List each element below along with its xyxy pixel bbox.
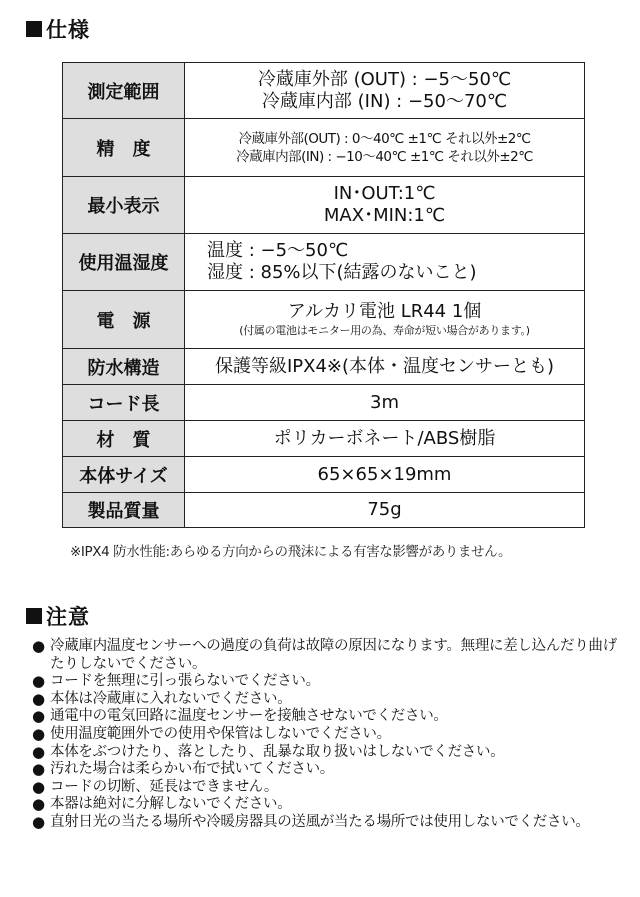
caution-text: コードを無理に引っ張らないでください。 <box>50 673 320 690</box>
caution-item <box>32 673 628 691</box>
bullet-icon: ● <box>32 637 45 655</box>
spec-label: 防水構造 <box>63 349 185 385</box>
spec-value-line: 冷蔵庫内部(IN) : −10〜40℃ ±1℃ それ以外±2℃ <box>236 148 533 165</box>
spec-row <box>63 385 585 421</box>
bullet-icon: ● <box>32 672 45 691</box>
spec-row <box>63 291 585 349</box>
square-bullet-icon <box>26 21 42 37</box>
caution-item <box>32 708 628 726</box>
spec-value-line: 冷蔵庫外部 (OUT) : −5〜50℃ <box>257 68 512 90</box>
caution-text: 汚れた場合は柔らかい布で拭いてください。 <box>50 761 334 778</box>
bullet-icon: ● <box>32 689 45 708</box>
caution-text: コードの切断、延長はできません。 <box>50 778 279 795</box>
bullet-icon: ● <box>32 812 45 831</box>
spec-label: 最小表示 <box>63 177 185 234</box>
spec-row <box>63 457 585 493</box>
spec-value: 3m <box>185 385 585 421</box>
caution-item <box>32 726 628 744</box>
bullet-icon: ● <box>32 777 45 796</box>
caution-item <box>32 796 628 814</box>
caution-text: 使用温度範囲外での使用や保管はしないでください。 <box>50 725 391 742</box>
spec-value <box>185 119 585 177</box>
caution-item <box>32 761 628 779</box>
caution-section-title <box>26 601 90 631</box>
caution-text: 本体は冷蔵庫に入れないでください。 <box>50 690 292 707</box>
spec-value <box>185 63 585 119</box>
spec-value <box>185 234 585 291</box>
bullet-icon: ● <box>32 760 45 779</box>
spec-label: 本体サイズ <box>63 457 185 493</box>
spec-row <box>63 63 585 119</box>
spec-value-line: アルカリ電池 LR44 1個 <box>287 301 482 322</box>
caution-item <box>32 814 628 832</box>
caution-title-text: 注意 <box>46 605 90 629</box>
spec-label: 使用温湿度 <box>63 234 185 291</box>
spec-value: 75g <box>185 493 585 528</box>
spec-row <box>63 119 585 177</box>
bullet-icon: ● <box>32 707 45 726</box>
spec-row <box>63 349 585 385</box>
bullet-icon: ● <box>32 724 45 743</box>
spec-value-line: 湿度 : 85%以下(結露のないこと) <box>207 262 477 283</box>
spec-row <box>63 493 585 528</box>
spec-table <box>62 62 585 528</box>
spec-title-text: 仕様 <box>46 18 90 42</box>
spec-value: ポリカーボネート/ABS樹脂 <box>185 421 585 457</box>
spec-value-line: 冷蔵庫内部 (IN) : −50〜70℃ <box>261 90 508 112</box>
spec-value-line: IN･OUT:1℃ <box>333 183 436 204</box>
spec-value-line: 冷蔵庫外部(OUT) : 0〜40℃ ±1℃ それ以外±2℃ <box>238 130 531 147</box>
spec-value-line: 温度 : −5〜50℃ <box>207 240 349 261</box>
spec-row <box>63 421 585 457</box>
caution-text: 本体をぶつけたり、落としたり、乱暴な取り扱いはしないでください。 <box>50 743 505 760</box>
caution-text: 直射日光の当たる場所や冷暖房器具の送風が当たる場所では使用しないでください。 <box>50 813 590 830</box>
caution-item <box>32 638 628 673</box>
bullet-icon: ● <box>32 795 45 814</box>
spec-value-line: MAX･MIN:1℃ <box>323 205 446 226</box>
spec-label: 製品質量 <box>63 493 185 528</box>
caution-text: 通電中の電気回路に温度センサーを接触させないでください。 <box>50 708 448 725</box>
caution-text: 冷蔵庫内温度センサーへの過度の負荷は故障の原因になります。無理に差し込んだり曲げたりしないでください。 <box>50 638 617 672</box>
caution-item <box>32 744 628 762</box>
caution-text: 本器は絶対に分解しないでください。 <box>50 796 292 813</box>
spec-value-note: (付属の電池はモニター用の為、寿命が短い場合があります。) <box>239 324 530 337</box>
spec-value <box>185 177 585 234</box>
spec-section-title <box>26 14 90 44</box>
spec-row <box>63 234 585 291</box>
spec-label: 精 度 <box>63 119 185 177</box>
spec-value: 保護等級IPX4※(本体・温度センサーとも) <box>185 349 585 385</box>
caution-item <box>32 779 628 797</box>
square-bullet-icon <box>26 608 42 624</box>
caution-item <box>32 691 628 709</box>
spec-label: 測定範囲 <box>63 63 185 119</box>
caution-list <box>32 638 628 832</box>
spec-footnote: ※IPX4 防水性能:あらゆる方向からの飛沫による有害な影響がありません。 <box>70 544 512 560</box>
spec-value <box>185 291 585 349</box>
spec-label: 電 源 <box>63 291 185 349</box>
spec-label: コード長 <box>63 385 185 421</box>
spec-value: 65×65×19mm <box>185 457 585 493</box>
spec-label: 材 質 <box>63 421 185 457</box>
bullet-icon: ● <box>32 742 45 761</box>
spec-row <box>63 177 585 234</box>
